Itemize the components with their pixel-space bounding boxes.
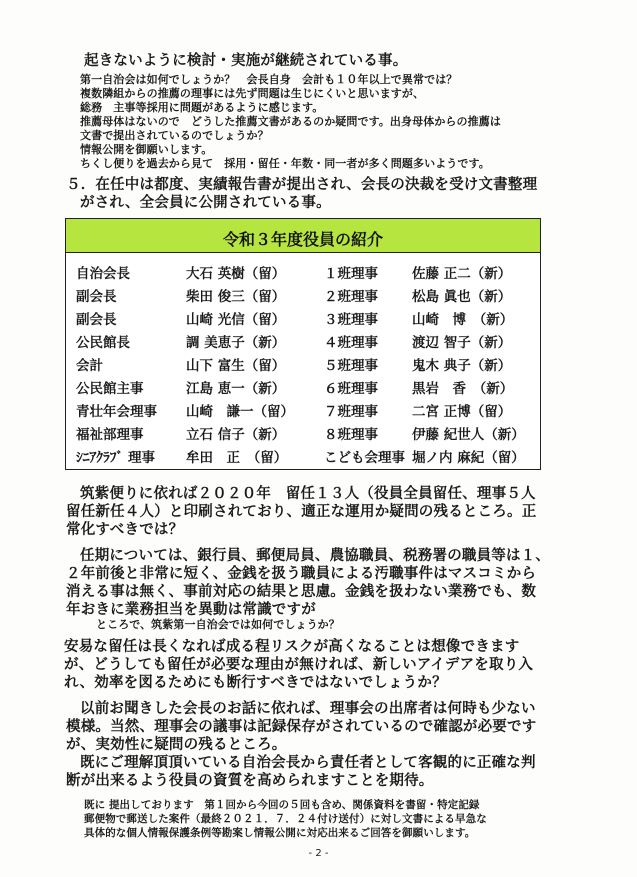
officer-role: ５班理事 xyxy=(324,358,378,374)
officer-role: ７班理事 xyxy=(324,404,378,420)
paragraph-line: 消える事は無く、事前対応の結果と思慮。金銭を扱わない業務でも、数 xyxy=(66,584,537,600)
officer-row xyxy=(66,262,540,284)
text-line: 第一自治会は如何でしょうか？ 会長自身 会計も１０年以上で異常では？ xyxy=(80,73,458,86)
paragraph-line: 留任新任４人）と印刷されており、適正な運用か疑問の残るところ。正 xyxy=(66,504,537,520)
paragraph-line: が、実効性に疑問の残るところ。 xyxy=(66,737,287,753)
officer-name: 渡辺 智子（新） xyxy=(412,335,512,351)
officer-name: 伊藤 紀世人（新） xyxy=(412,427,525,443)
item5-line: ５．在任中は都度、実績報告書が提出され、会長の決裁を受け文書整理 xyxy=(66,177,538,193)
officers-table-title: 令和３年度役員の紹介 xyxy=(222,230,383,249)
officer-role: 福祉部理事 xyxy=(76,427,144,443)
paragraph-line: 任期については、銀行員、郵便局員、農協職員、税務署の職員等は１、 xyxy=(80,548,551,564)
officer-name: 松島 眞也（新） xyxy=(412,289,512,305)
officer-row xyxy=(66,354,540,376)
footer-line: 既に 提出しております 第１回から今回の５回も含め、関係資料を書留・特定記録 xyxy=(84,799,480,811)
officer-row xyxy=(66,308,540,330)
paragraph-line: 既にご理解頂頂いている自治会長から責任者として客観的に正確な判 xyxy=(80,755,536,771)
officer-row xyxy=(66,400,540,422)
officer-name: 佐藤 正二（新） xyxy=(412,266,512,282)
officer-name: 山崎 博 （新） xyxy=(412,312,514,328)
page-number: - 2 - xyxy=(308,848,329,859)
officer-role: 副会長 xyxy=(76,289,117,305)
officer-role: ２班理事 xyxy=(324,289,378,305)
officers-table xyxy=(65,218,541,470)
officer-name: 鬼木 典子（新） xyxy=(412,358,512,374)
officer-role: 副会長 xyxy=(76,312,117,328)
officer-name: 立石 信子（新） xyxy=(186,427,286,443)
officer-name: 大石 英樹（留） xyxy=(186,266,286,282)
officer-role: ６班理事 xyxy=(324,381,378,397)
officer-row xyxy=(66,423,540,445)
officer-row xyxy=(66,377,540,399)
paragraph-line: 安易な留任は長くなれば成る程リスクが高くなることは想像できます xyxy=(64,639,520,655)
officer-name: 牟田 正 （留） xyxy=(186,450,288,466)
paragraph-line: 筑紫便りに依れば２０２０年 留任１３人（役員全員留任、理事５人 xyxy=(80,486,536,502)
officer-name: 黒岩 香 （新） xyxy=(412,381,514,397)
officer-role: 会計 xyxy=(76,358,103,374)
paragraph-line: 年おきに業務担当を異動は常識ですが xyxy=(66,602,316,618)
officer-name: 江島 恵一（新） xyxy=(186,381,286,397)
text-line: 情報公開を御願いします。 xyxy=(80,143,213,156)
officer-role: １班理事 xyxy=(324,266,378,282)
officer-role: ８班理事 xyxy=(324,427,378,443)
paragraph-line: 断が出来るよう役員の資質を高められますことを期待。 xyxy=(66,773,434,789)
text-line: 起きないように検討・実施が継続されている事。 xyxy=(84,53,408,69)
paragraph-line: 以前お聞きした会長のお話に依れば、理事会の出席者は何時も少ない xyxy=(80,701,536,717)
footer-line: 具体的な個人情報保護条例等勘案し情報公開に対応出来るご回答を御願いします。 xyxy=(84,827,476,839)
text-line: 推薦母体はないので どうした推薦文書があるのか疑問です。出身母体からの推薦は xyxy=(80,115,501,128)
officers-table-header xyxy=(66,219,540,253)
officer-role: 公民館長 xyxy=(76,335,130,351)
officer-row xyxy=(66,285,540,307)
text-line: 文書で提出されているのでしょうか？ xyxy=(80,129,269,142)
paragraph-line: れ、効率を図るためにも断行すべきではないでしょうか？ xyxy=(64,675,447,691)
officer-role: ３班理事 xyxy=(324,312,378,328)
officer-name: 二宮 正博（留） xyxy=(412,404,512,420)
officer-name: 山崎 謙一（留） xyxy=(186,404,294,420)
officer-role: 青壮年会理事 xyxy=(76,404,157,420)
paragraph-line: 模様。当然、理事会の議事は記録保存がされているので確認が必要です xyxy=(66,719,537,735)
paragraph-line: が、どうしても留任が必要な理由が無ければ、新しいアイデアを取り入 xyxy=(64,657,534,673)
officer-row xyxy=(66,331,540,353)
text-line: ちくし便りを過去から見て 採用・留任・年数・同一者が多く問題多いようです。 xyxy=(80,157,490,170)
officer-role: 自治会長 xyxy=(76,266,130,282)
officer-role: こども会理事 xyxy=(324,450,405,466)
officer-name: 柴田 俊三（留） xyxy=(186,289,286,305)
officer-name: 山崎 光信（留） xyxy=(186,312,286,328)
officer-name: 山下 富生（留） xyxy=(186,358,286,374)
paragraph-line: 常化すべきでは？ xyxy=(66,522,184,538)
officer-row xyxy=(66,446,540,468)
officer-role: ４班理事 xyxy=(324,335,378,351)
paragraph-line: ２年前後と非常に短く、金銭を扱う職員による汚職事件はマスコミから xyxy=(66,566,537,582)
item5-line: がされ、全会員に公開されている事。 xyxy=(80,195,331,211)
officer-role: 公民館主事 xyxy=(76,381,144,397)
paragraph-note: ところで、筑紫第一自治会では如何でしょうか？ xyxy=(96,618,340,631)
text-line: 総務 主事等採用に問題があるように感じます。 xyxy=(80,101,324,114)
officer-role: ｼﾆｱｸﾗﾌﾞ 理事 xyxy=(76,450,155,466)
footer-line: 郵便物で郵送した案件（最終２０２１．７．２４付け送付）に対し文書による早急な xyxy=(84,813,487,825)
text-line: 複数隣組からの推薦の理事には先ず問題は生じにくいと思いますが、 xyxy=(80,87,425,100)
officer-name: 堀ノ内 麻紀（留） xyxy=(412,450,525,466)
officer-name: 調 美恵子（新） xyxy=(186,335,286,351)
